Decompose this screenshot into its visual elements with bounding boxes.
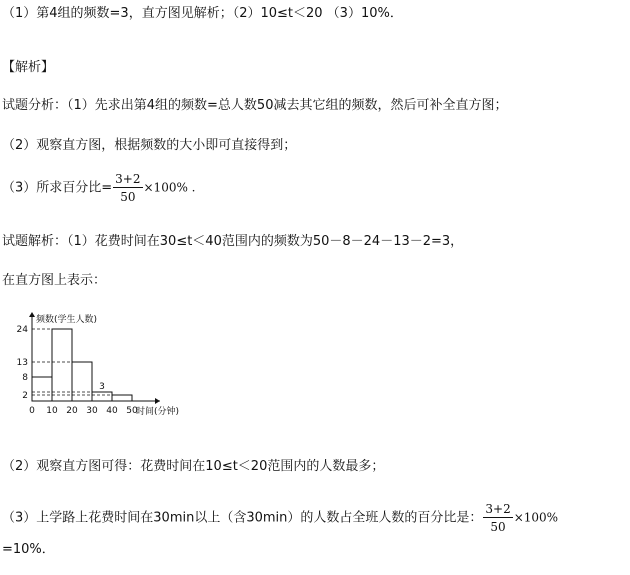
solution-step-2: （2）观察直方图可得：花费时间在10≤t＜20范围内的人数最多； [2, 459, 385, 474]
fraction-denominator: 50 [120, 190, 136, 204]
bar-value-label: 3 [99, 382, 105, 392]
solution-step-3-suffix: ×100% [513, 510, 559, 525]
solution-step-1: 试题解析：（1）花费时间在30≤t＜40范围内的频数为50－8－24－13－2=3， [2, 234, 464, 249]
y-axis-label: 频数(学生人数) [36, 315, 98, 325]
analysis-header: 【解析】 [2, 60, 55, 75]
y-tick-label: 2 [22, 391, 28, 401]
fraction-denominator: 50 [490, 520, 506, 534]
solution-step-1b: 在直方图上表示： [2, 273, 107, 288]
solution-step-3-end: =10%． [2, 542, 55, 557]
solution-step-3-prefix: （3）上学路上花费时间在30min以上（含30min）的人数占全班人数的百分比是： [2, 510, 483, 526]
x-axis-arrow [155, 398, 160, 404]
x-tick-label: 40 [106, 406, 118, 416]
analysis-step-2: （2）观察直方图，根据频数的大小即可直接得到； [2, 138, 297, 153]
histogram-bar [112, 395, 132, 401]
answer-line: （1）第4组的频数=3，直方图见解析；（2）10≤t＜20 （3）10%． [2, 6, 403, 21]
histogram-bar [92, 392, 112, 401]
x-axis-label: 时间(分钟) [136, 407, 180, 417]
analysis-step-3-suffix: ×100% . [143, 180, 196, 195]
x-tick-label: 20 [66, 406, 78, 416]
x-tick-label: 30 [86, 406, 98, 416]
histogram-chart [10, 310, 220, 422]
y-tick-label: 8 [22, 373, 28, 383]
x-tick-label: 10 [46, 406, 58, 416]
analysis-step-3 [2, 172, 196, 204]
solution-step-3 [2, 502, 558, 534]
y-axis-arrow [29, 312, 35, 317]
x-tick-label: 50 [126, 406, 138, 416]
histogram-bar [52, 329, 72, 401]
fraction-numerator: 3+2 [485, 502, 511, 516]
analysis-step-3-prefix: （3）所求百分比= [2, 180, 113, 196]
fraction-numerator: 3+2 [115, 172, 141, 186]
y-tick-label: 13 [16, 358, 28, 368]
y-tick-label: 24 [16, 325, 28, 335]
fraction [483, 502, 512, 534]
analysis-intro: 试题分析：（1）先求出第4组的频数=总人数50减去其它组的频数，然后可补全直方图； [2, 98, 508, 113]
histogram-bar [32, 377, 52, 401]
x-tick-label: 0 [29, 406, 35, 416]
fraction [113, 172, 142, 204]
